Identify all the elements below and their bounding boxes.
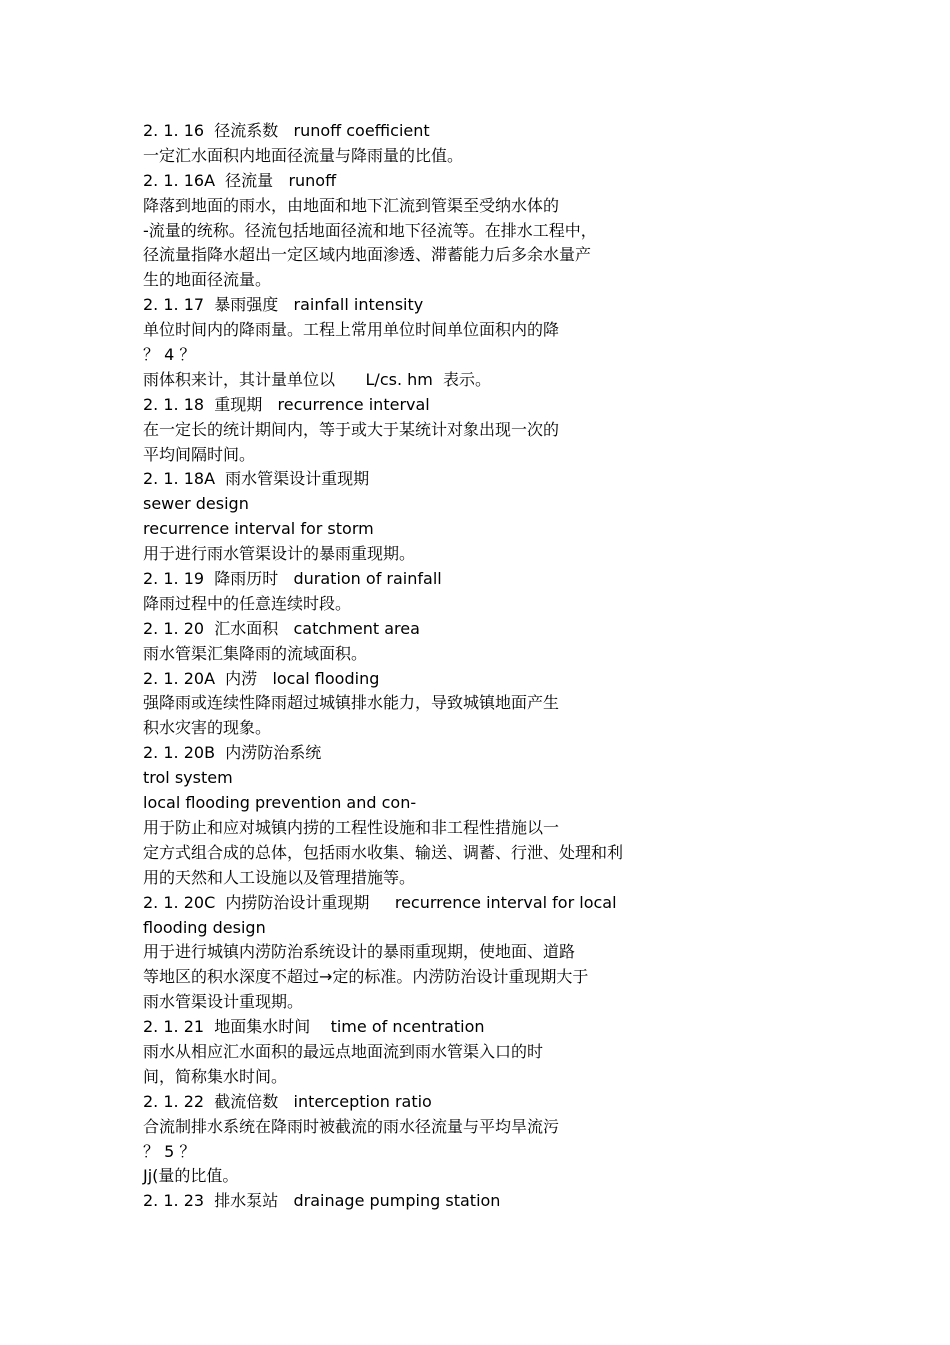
text-line: 用于进行雨水管渠设计的暴雨重现期。 bbox=[143, 544, 416, 564]
text-line: 雨水管渠设计重现期。 bbox=[143, 992, 304, 1012]
document-text bbox=[143, 119, 923, 1214]
text-line: 用的天然和人工设施以及管理措施等。 bbox=[143, 867, 416, 887]
text-line: Jj(量的比值。 bbox=[143, 1166, 239, 1186]
text-line: 2. 1. 20 汇水面积 catchment area bbox=[143, 618, 420, 638]
text-line: recurrence interval for storm bbox=[143, 519, 374, 539]
text-line: 2. 1. 21 地面集水时间 time of ncentration bbox=[143, 1017, 485, 1037]
text-line: 2. 1. 20C 内捞防治设计重现期 recurrence interval for local bbox=[143, 892, 617, 912]
text-line: 雨体积来计，其计量单位以 L/cs. hm 表示。 bbox=[143, 369, 492, 389]
text-line: 2. 1. 16 径流系数 runoff coefficient bbox=[143, 121, 430, 140]
text-line: 2. 1. 17 暴雨强度 rainfall intensity bbox=[143, 295, 424, 315]
text-line: 生的地面径流量。 bbox=[143, 270, 272, 290]
text-line: 2. 1. 19 降雨历时 duration of rainfall bbox=[143, 569, 442, 589]
text-line: 2. 1. 20A 内涝 local flooding bbox=[143, 668, 380, 688]
text-line: 等地区的积水深度不超过→定的标准。内涝防治设计重现期大于 bbox=[143, 967, 589, 987]
text-line: flooding design bbox=[143, 917, 266, 937]
text-line: 降落到地面的雨水，由地面和地下汇流到管渠至受纳水体的 bbox=[143, 195, 560, 215]
text-line: 雨水从相应汇水面积的最远点地面流到雨水管渠入口的时 bbox=[143, 1041, 544, 1061]
text-line: 2. 1. 18A 雨水管渠设计重现期 bbox=[143, 469, 370, 489]
text-line: 一定汇水面积内地面径流量与降雨量的比值。 bbox=[143, 145, 464, 165]
text-line: -流量的统称。径流包括地面径流和地下径流等。在排水工程中， bbox=[143, 220, 597, 240]
text-line: 积水灾害的现象。 bbox=[143, 718, 272, 738]
text-line: 平均间隔时间。 bbox=[143, 444, 256, 464]
text-line: 2. 1. 22 截流倍数 interception ratio bbox=[143, 1091, 432, 1111]
text-line: 在一定长的统计期间内，等于或大于某统计对象出现一次的 bbox=[143, 419, 560, 439]
text-line: 用于防止和应对城镇内捞的工程性设施和非工程性措施以一 bbox=[143, 817, 560, 837]
text-line: local flooding prevention and con- bbox=[143, 793, 417, 813]
text-line: 定方式组合成的总体，包括雨水收集、输送、调蓄、行泄、处理和利 bbox=[143, 842, 624, 862]
text-line: 间，简称集水时间。 bbox=[143, 1066, 288, 1086]
text-line: trol system bbox=[143, 768, 233, 788]
text-line: sewer design bbox=[143, 494, 249, 514]
text-line: 雨水管渠汇集降雨的流域面积。 bbox=[143, 643, 368, 663]
text-line: 降雨过程中的任意连续时段。 bbox=[143, 593, 352, 613]
page-number: ？ 5 ？ bbox=[143, 1141, 196, 1161]
text-line: 强降雨或连续性降雨超过城镇排水能力，导致城镇地面产生 bbox=[143, 693, 560, 713]
text-line: 径流量指降水超出一定区域内地面渗透、滞蓄能力后多余水量产 bbox=[143, 245, 592, 265]
text-line: 2. 1. 23 排水泵站 drainage pumping station bbox=[143, 1191, 501, 1211]
text-line: 2. 1. 16A 径流量 runoff bbox=[143, 170, 337, 190]
text-line: 2. 1. 20B 内涝防治系统 bbox=[143, 743, 322, 763]
page-number: ？ 4 ？ bbox=[143, 345, 196, 365]
text-line: 用于进行城镇内涝防治系统设计的暴雨重现期，使地面、道路 bbox=[143, 942, 576, 962]
text-line: 合流制排水系统在降雨时被截流的雨水径流量与平均旱流污 bbox=[143, 1116, 560, 1136]
text-line: 单位时间内的降雨量。工程上常用单位时间单位面积内的降 bbox=[143, 320, 560, 340]
text-line: 2. 1. 18 重现期 recurrence interval bbox=[143, 394, 430, 414]
